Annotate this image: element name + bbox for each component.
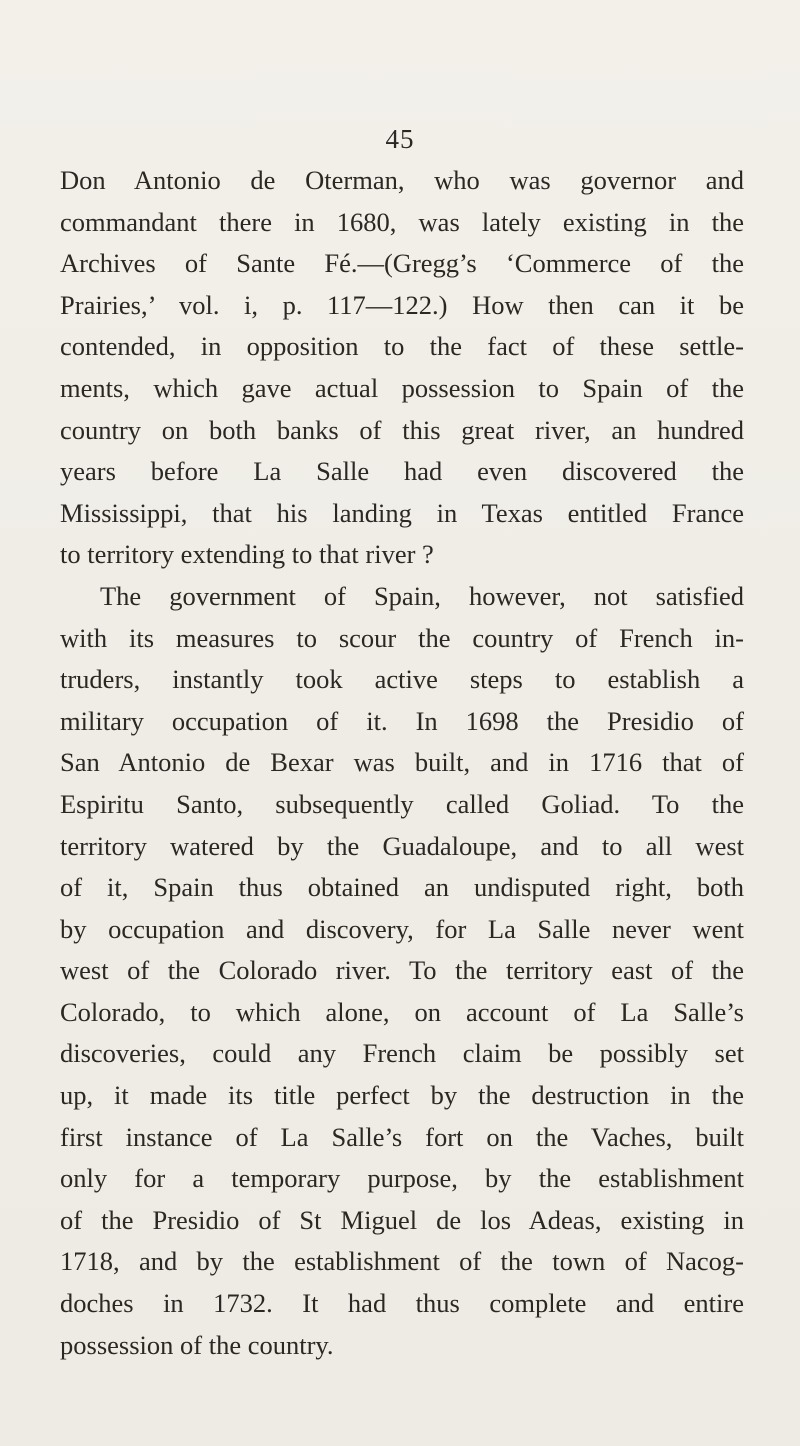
text-line: military occupation of it. In 1698 the Presidio of <box>60 705 744 736</box>
text-line: by occupation and discovery, for La Salle never went <box>60 913 744 944</box>
text-line: up, it made its title perfect by the destruction in the <box>60 1080 744 1111</box>
text-line: contended, in opposition to the fact of these settle- <box>60 331 744 362</box>
text-line: territory watered by the Guadaloupe, and to all west <box>60 830 744 861</box>
text-line: only for a temporary purpose, by the establishment <box>60 1163 744 1194</box>
page-number: 45 <box>385 124 415 154</box>
text-line: Mississippi, that his landing in Texas entitled France <box>60 497 744 528</box>
paragraph-start-line: The government of Spain, however, not satisfied <box>100 580 744 611</box>
text-line: San Antonio de Bexar was built, and in 1716 that of <box>60 747 744 778</box>
text-line: with its measures to scour the country of French in- <box>60 622 744 653</box>
paragraph-end-line: to territory extending to that river ? <box>60 539 434 570</box>
text-line: of it, Spain thus obtained an undisputed right, both <box>60 872 744 903</box>
text-line: ments, which gave actual possession to Spain of the <box>60 372 744 403</box>
paragraph-end-line: possession of the country. <box>60 1329 334 1360</box>
text-line: truders, instantly took active steps to establish a <box>60 664 744 695</box>
text-line: west of the Colorado river. To the territory east of the <box>60 955 744 986</box>
text-line: Don Antonio de Oterman, who was governor and <box>60 165 744 195</box>
text-line: commandant there in 1680, was lately existing in the <box>60 206 744 237</box>
body-text <box>60 160 744 1366</box>
text-line: doches in 1732. It had thus complete and entire <box>60 1288 744 1319</box>
text-line: country on both banks of this great river, an hundred <box>60 414 744 445</box>
text-line: discoveries, could any French claim be possibly set <box>60 1038 744 1069</box>
text-line: 1718, and by the establishment of the town of Nacog- <box>60 1246 744 1277</box>
text-line: of the Presidio of St Miguel de los Adeas, existing in <box>60 1204 744 1235</box>
text-line: Prairies,’ vol. i, p. 117—122.) How then can it be <box>60 289 744 320</box>
text-line: Archives of Sante Fé.—(Gregg’s ‘Commerce of the <box>60 248 744 279</box>
text-line: Espiritu Santo, subsequently called Goliad. To the <box>60 788 744 819</box>
text-line: Colorado, to which alone, on account of La Salle’s <box>60 996 744 1027</box>
text-line: first instance of La Salle’s fort on the Vaches, built <box>60 1121 744 1152</box>
text-line: years before La Salle had even discovered the <box>60 456 744 487</box>
